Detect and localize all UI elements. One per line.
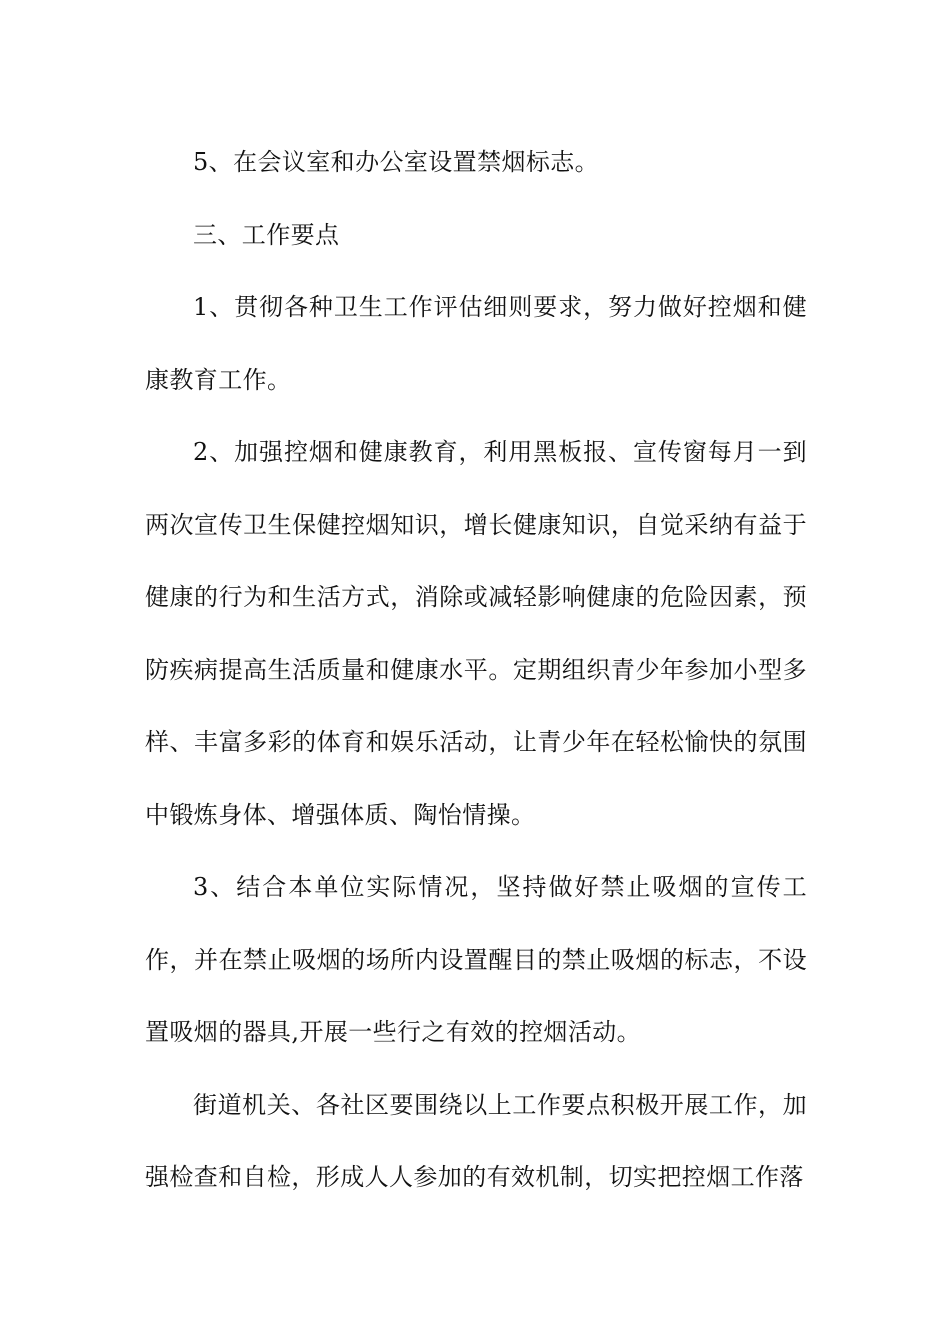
document-body	[145, 126, 807, 1214]
section-heading-work-points: 三、工作要点	[193, 220, 340, 249]
paragraph-closing: 街道机关、各社区要围绕以上工作要点积极开展工作，加强检查和自检，形成人人参加的有效机制，切实把控烟工作落	[145, 1090, 807, 1191]
paragraph-item-1: 1、贯彻各种卫生工作评估细则要求，努力做好控烟和健康教育工作。	[145, 293, 807, 394]
paragraph-item-3: 3、结合本单位实际情况，坚持做好禁止吸烟的宣传工作，并在禁止吸烟的场所内设置醒目的禁止吸烟的标志，不设置吸烟的器具,开展一些行之有效的控烟活动。	[145, 873, 807, 1046]
paragraph-item-2: 2、加强控烟和健康教育，利用黑板报、宣传窗每月一到两次宣传卫生保健控烟知识，增长健康知识，自觉采纳有益于健康的行为和生活方式，消除或减轻影响健康的危险因素，预防疾病提高生活质量和健康水平。定期组织青少年参加小型多样、丰富多彩的体育和娱乐活动，让青少年在轻松愉快的氛围中锻炼身体、增强体质、陶怡情操。	[145, 438, 807, 829]
paragraph-item-5-sign: 5、在会议室和办公室设置禁烟标志。	[193, 148, 600, 176]
